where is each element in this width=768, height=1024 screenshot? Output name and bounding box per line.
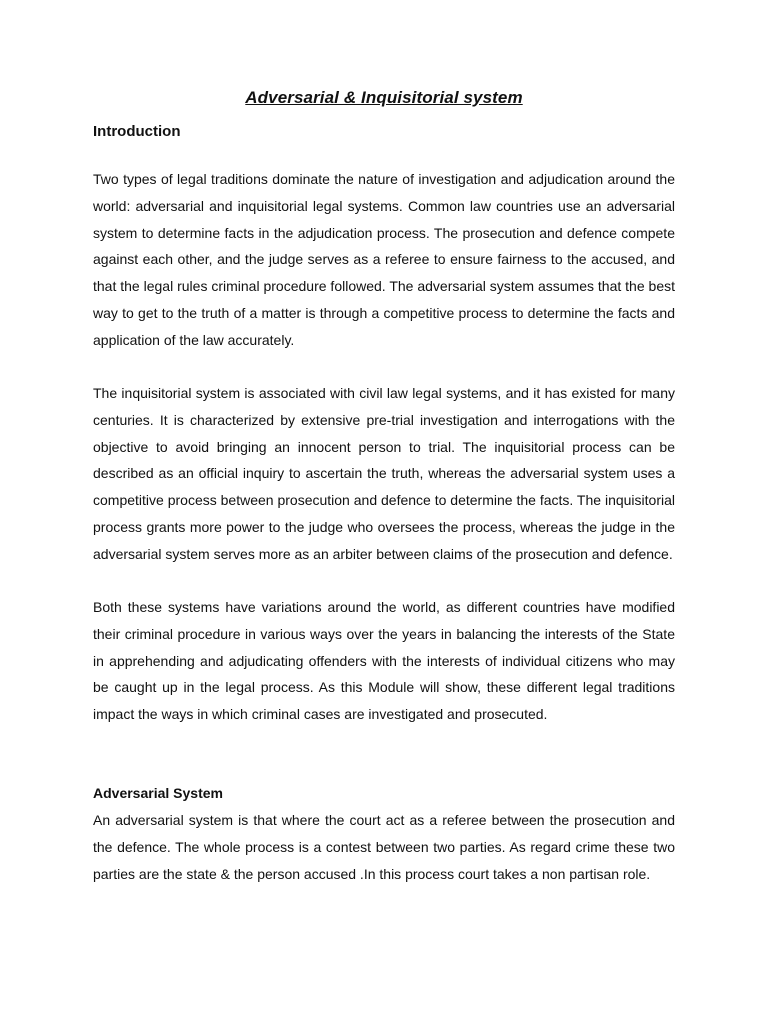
paragraph-intro-1: Two types of legal traditions dominate the nature of investigation and adjudication around the world: adversarial and inquisitorial legal systems. Common law countries use an adversarial system to determine facts in the adjudication process. The prosecution and defence compete against each other, and the judge serves as a referee to ensure fairness to the accused, and that the legal rules criminal procedure followed. The adversarial system assumes that the best way to get to the truth of a matter is through a competitive process to determine the facts and application of the law accurately. xyxy=(93,171,675,348)
document-title: Adversarial & Inquisitorial system xyxy=(245,88,523,107)
paragraph-intro-2: The inquisitorial system is associated with civil law legal systems, and it has existed for many centuries. It is characterized by extensive pre-trial investigation and interrogations with the objective to avoid bringing an innocent person to trial. The inquisitorial process can be described as an official inquiry to ascertain the truth, whereas the adversarial system uses a competitive process between prosecution and defence to determine the facts. The inquisitorial process grants more power to the judge who oversees the process, whereas the judge in the adversarial system serves more as an arbiter between claims of the prosecution and defence. xyxy=(93,385,675,562)
paragraph-intro-3: Both these systems have variations around the world, as different countries have modified their criminal procedure in various ways over the years in balancing the interests of the State in apprehending and adjudicating offenders with the interests of individual citizens who may be caught up in the legal process. As this Module will show, these different legal traditions impact the ways in which criminal cases are investigated and prosecuted. xyxy=(93,599,675,723)
paragraph-adversarial: An adversarial system is that where the court act as a referee between the prosecution and the defence. The whole process is a contest between two parties. As regard crime these two parties are the state & the person accused .In this process court takes a non partisan role. xyxy=(93,812,675,882)
adversarial-heading: Adversarial System xyxy=(93,785,223,801)
introduction-heading: Introduction xyxy=(93,123,181,140)
